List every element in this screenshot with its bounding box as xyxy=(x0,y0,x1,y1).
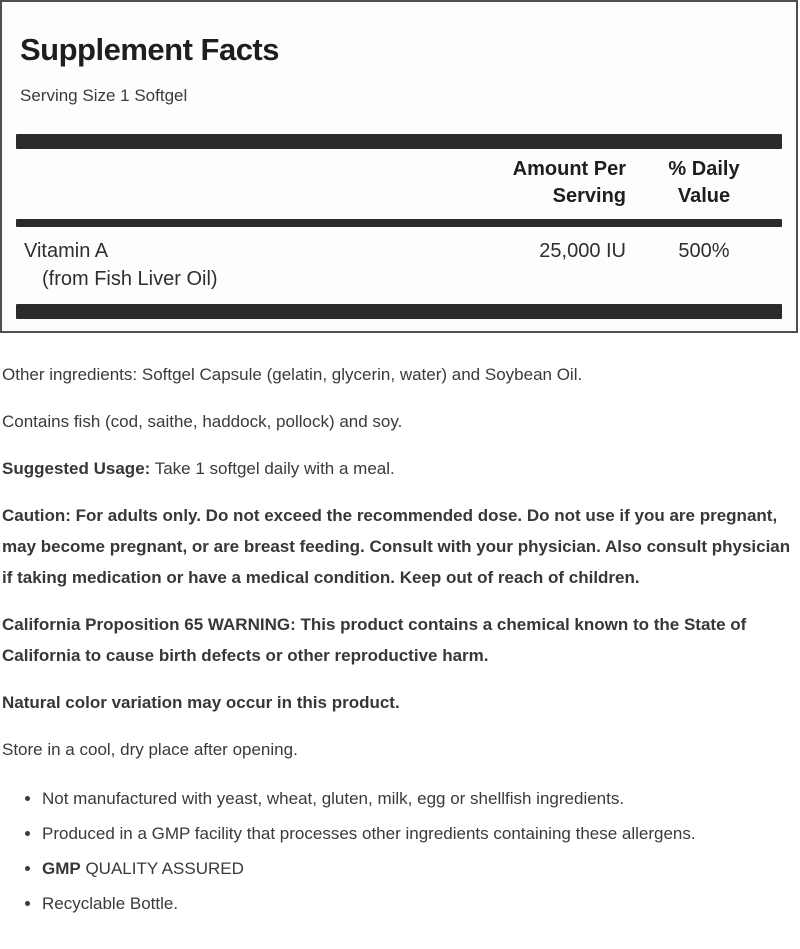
bullet-bold-lead: GMP xyxy=(42,859,81,878)
bullet-text: Produced in a GMP facility that processes other ingredients containing these allergens. xyxy=(42,824,696,843)
column-header-amount-per-serving xyxy=(456,156,626,210)
thick-rule-top xyxy=(16,134,782,149)
bullet-text: QUALITY ASSURED xyxy=(80,859,244,878)
serving-size: Serving Size 1 Softgel xyxy=(20,86,188,105)
bullet-item xyxy=(42,783,792,814)
bullet-list xyxy=(2,783,792,919)
amount-header-line2: Serving xyxy=(552,185,626,207)
paragraph-bold-lead: Suggested Usage: xyxy=(2,459,151,478)
label-body-text xyxy=(0,359,800,919)
bullet-item xyxy=(42,888,792,919)
paragraph xyxy=(2,359,792,390)
nutrient-row xyxy=(16,237,782,293)
paragraph-text: Take 1 softgel daily with a meal. xyxy=(150,459,395,478)
paragraph-text: Other ingredients: Softgel Capsule (gelatin, glycerin, water) and Soybean Oil. xyxy=(2,365,583,384)
nutrient-source: (from Fish Liver Oil) xyxy=(42,268,218,290)
bullet-text: Recyclable Bottle. xyxy=(42,894,179,913)
paragraph xyxy=(2,687,792,718)
supplement-facts-panel xyxy=(0,0,798,333)
nutrient-daily-value: 500% xyxy=(678,240,730,262)
dv-header-line1: % Daily xyxy=(668,158,740,180)
paragraph-list xyxy=(2,359,792,765)
paragraph xyxy=(2,406,792,437)
bullet-item xyxy=(42,818,792,849)
nutrient-name-cell xyxy=(16,237,456,293)
bullet-item xyxy=(42,853,792,884)
paragraph xyxy=(2,734,792,765)
column-header-daily-value xyxy=(626,156,782,210)
paragraph-text: Store in a cool, dry place after opening. xyxy=(2,740,298,759)
bullet-text: Not manufactured with yeast, wheat, gluten, milk, egg or shellfish ingredients. xyxy=(42,789,625,808)
paragraph xyxy=(2,500,792,593)
nutrient-name: Vitamin A xyxy=(24,240,109,262)
paragraph-text: Contains fish (cod, saithe, haddock, pollock) and soy. xyxy=(2,412,403,431)
paragraph-text: Natural color variation may occur in this product. xyxy=(2,693,400,712)
dv-header-line2: Value xyxy=(677,185,731,207)
paragraph-text: California Proposition 65 WARNING: This product contains a chemical known to the State of California to cause birth defects or other reproductive harm. xyxy=(2,615,747,665)
paragraph xyxy=(2,453,792,484)
facts-header-row xyxy=(16,156,782,210)
amount-header-line1: Amount Per xyxy=(512,158,626,180)
thick-rule-bottom xyxy=(16,304,782,319)
paragraph-text: Caution: For adults only. Do not exceed the recommended dose. Do not use if you are pregnant, may become pregnant, or are breast feeding. Consult with your physician. Also consult physician if taking medication or have a medical condition. Keep out of reach of children. xyxy=(2,506,791,587)
medium-rule xyxy=(16,219,782,227)
nutrient-amount: 25,000 IU xyxy=(539,240,626,262)
facts-title: Supplement Facts xyxy=(20,32,279,67)
paragraph xyxy=(2,609,792,671)
